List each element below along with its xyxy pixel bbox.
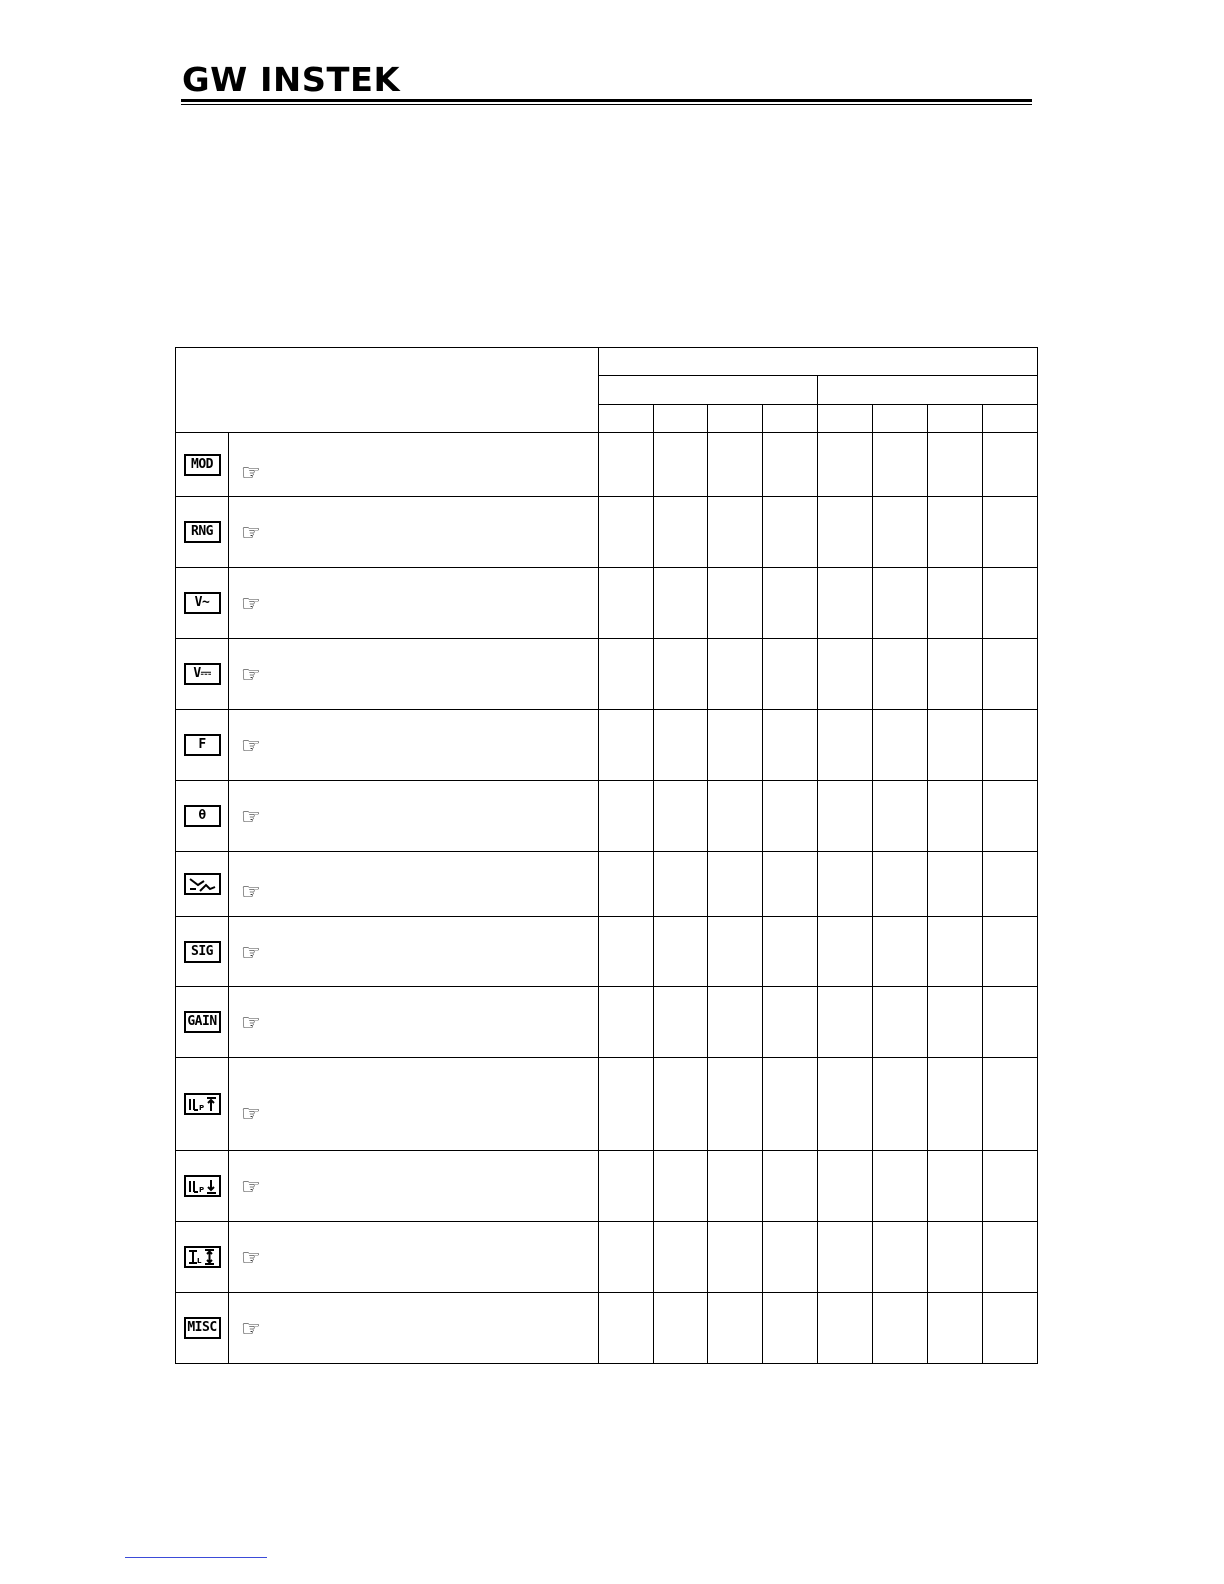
mod-icon: MOD <box>184 454 221 476</box>
table-row <box>176 917 1038 987</box>
table-cell <box>928 710 983 781</box>
table-cell <box>873 1222 928 1293</box>
table-cell <box>654 433 708 497</box>
row-description-cell <box>229 1293 599 1364</box>
row-description-cell <box>229 852 599 917</box>
table-cell <box>818 433 873 497</box>
table-cell <box>873 710 928 781</box>
row-icon-cell <box>176 1151 229 1222</box>
table-cell <box>654 497 708 568</box>
table-cell <box>818 852 873 917</box>
table-cell <box>818 781 873 852</box>
table-row <box>176 710 1038 781</box>
table-cell <box>928 917 983 987</box>
table-cell <box>599 1293 654 1364</box>
table-cell <box>599 433 654 497</box>
table-cell <box>873 1151 928 1222</box>
table-cell <box>928 781 983 852</box>
table-cell <box>654 1222 708 1293</box>
table-cell <box>983 1222 1038 1293</box>
table-header-cell <box>928 405 983 433</box>
table-header-cell <box>599 405 654 433</box>
row-description-cell <box>229 917 599 987</box>
table-cell <box>763 433 818 497</box>
table-header-cell <box>873 405 928 433</box>
row-icon-cell <box>176 433 229 497</box>
table-cell <box>708 1293 763 1364</box>
row-icon-cell <box>176 781 229 852</box>
table-cell <box>983 1293 1038 1364</box>
table-cell <box>599 852 654 917</box>
pointing-hand-icon: ☞ <box>241 805 261 830</box>
row-icon-cell <box>176 852 229 917</box>
table-header-group <box>599 348 1038 376</box>
table-cell <box>708 1058 763 1151</box>
table-cell <box>818 639 873 710</box>
row-description-cell <box>229 497 599 568</box>
table-cell <box>708 917 763 987</box>
table-cell <box>983 710 1038 781</box>
table-row <box>176 1222 1038 1293</box>
pointing-hand-icon: ☞ <box>241 880 261 905</box>
row-description-cell <box>229 710 599 781</box>
row-description-cell <box>229 433 599 497</box>
table-row <box>176 852 1038 917</box>
table-cell <box>873 987 928 1058</box>
row-icon-cell <box>176 568 229 639</box>
table-cell <box>928 1151 983 1222</box>
table-cell <box>708 987 763 1058</box>
table-cell <box>983 497 1038 568</box>
table-cell <box>763 1151 818 1222</box>
function-table <box>175 347 1038 1364</box>
table-cell <box>708 781 763 852</box>
table-header-subgroup-left <box>599 376 818 405</box>
row-description-cell <box>229 1151 599 1222</box>
row-icon-cell <box>176 639 229 710</box>
table-cell <box>983 987 1038 1058</box>
table-cell <box>763 710 818 781</box>
table-cell <box>873 433 928 497</box>
pointing-hand-icon: ☞ <box>241 521 261 546</box>
table-cell <box>654 1151 708 1222</box>
table-cell <box>654 639 708 710</box>
table-cell <box>818 1222 873 1293</box>
table-cell <box>654 852 708 917</box>
table-cell <box>654 987 708 1058</box>
ilp-lower-icon <box>184 1175 221 1197</box>
row-icon-cell <box>176 1293 229 1364</box>
row-description-cell <box>229 568 599 639</box>
table-row <box>176 1293 1038 1364</box>
table-cell <box>763 1293 818 1364</box>
table-cell <box>928 987 983 1058</box>
pointing-hand-icon: ☞ <box>241 941 261 966</box>
row-icon-cell <box>176 987 229 1058</box>
signal-icon: SIG <box>184 941 221 963</box>
table-cell <box>818 1058 873 1151</box>
table-cell <box>708 433 763 497</box>
row-icon-cell <box>176 1058 229 1151</box>
table-cell <box>599 987 654 1058</box>
table-cell <box>983 852 1038 917</box>
table-cell <box>599 781 654 852</box>
table-cell <box>763 852 818 917</box>
table-cell <box>763 1058 818 1151</box>
table-cell <box>763 639 818 710</box>
table-cell <box>873 917 928 987</box>
table-cell <box>818 497 873 568</box>
dc-voltage-icon: V⎓ <box>184 663 221 685</box>
table-cell <box>983 639 1038 710</box>
table-cell <box>599 497 654 568</box>
pointing-hand-icon: ☞ <box>241 1102 261 1127</box>
table-cell <box>983 1058 1038 1151</box>
table-cell <box>928 497 983 568</box>
table-cell <box>654 1058 708 1151</box>
svg-text:L: L <box>196 1257 201 1265</box>
table-cell <box>818 1293 873 1364</box>
table-header-cell <box>654 405 708 433</box>
table-cell <box>599 568 654 639</box>
table-cell <box>763 917 818 987</box>
table-cell <box>708 710 763 781</box>
table-cell <box>818 568 873 639</box>
table-cell <box>928 568 983 639</box>
row-icon-cell <box>176 1222 229 1293</box>
table-cell <box>708 639 763 710</box>
table-cell <box>654 781 708 852</box>
table-cell <box>928 1293 983 1364</box>
row-description-cell <box>229 781 599 852</box>
table-cell <box>818 710 873 781</box>
row-description-cell <box>229 639 599 710</box>
table-cell <box>763 497 818 568</box>
frequency-icon: F <box>184 734 221 756</box>
table-header-row-1 <box>176 348 1038 376</box>
pointing-hand-icon: ☞ <box>241 1317 261 1342</box>
table-cell <box>708 852 763 917</box>
pointing-hand-icon: ☞ <box>241 1246 261 1271</box>
pointing-hand-icon: ☞ <box>241 1175 261 1200</box>
pointing-hand-icon: ☞ <box>241 1011 261 1036</box>
table-cell <box>928 433 983 497</box>
pointing-hand-icon: ☞ <box>241 663 261 688</box>
table-cell <box>599 1058 654 1151</box>
table-header-cell <box>763 405 818 433</box>
table-header-cell <box>818 405 873 433</box>
gain-icon: GAIN <box>184 1011 221 1033</box>
table-cell <box>818 987 873 1058</box>
phase-icon: θ <box>184 805 221 827</box>
table-cell <box>708 1151 763 1222</box>
table-row <box>176 433 1038 497</box>
table-row <box>176 1058 1038 1151</box>
row-description-cell <box>229 987 599 1058</box>
table-cell <box>708 1222 763 1293</box>
table-cell <box>599 639 654 710</box>
table-header-corner <box>176 348 599 433</box>
table-row <box>176 639 1038 710</box>
header-rule <box>181 99 1032 102</box>
table-cell <box>873 639 928 710</box>
table-row <box>176 781 1038 852</box>
table-cell <box>873 568 928 639</box>
table-cell <box>983 1151 1038 1222</box>
row-icon-cell <box>176 497 229 568</box>
waveform-icon <box>184 873 221 895</box>
row-icon-cell <box>176 917 229 987</box>
table-cell <box>599 710 654 781</box>
table-row <box>176 568 1038 639</box>
table-cell <box>654 710 708 781</box>
ilp-upper-icon <box>184 1093 221 1115</box>
pointing-hand-icon: ☞ <box>241 592 261 617</box>
table-cell <box>928 639 983 710</box>
table-header-subgroup-right <box>818 376 1038 405</box>
table-cell <box>928 1058 983 1151</box>
table-cell <box>873 497 928 568</box>
table-cell <box>763 987 818 1058</box>
table-cell <box>983 568 1038 639</box>
il-limit-icon <box>184 1246 221 1268</box>
pointing-hand-icon: ☞ <box>241 734 261 759</box>
table-cell <box>873 781 928 852</box>
table-cell <box>708 497 763 568</box>
pointing-hand-icon: ☞ <box>241 461 261 486</box>
table-cell <box>654 917 708 987</box>
svg-text:P: P <box>198 1186 204 1194</box>
table-cell <box>983 781 1038 852</box>
brand-logo: GW INSTEK <box>182 60 401 99</box>
row-description-cell <box>229 1058 599 1151</box>
row-description-cell <box>229 1222 599 1293</box>
table-cell <box>818 1151 873 1222</box>
table-cell <box>763 1222 818 1293</box>
footer-rule <box>125 1557 267 1558</box>
table-cell <box>599 1222 654 1293</box>
header-rule-thin <box>181 104 1032 105</box>
table-header-cell <box>708 405 763 433</box>
table-cell <box>873 1293 928 1364</box>
table-cell <box>818 917 873 987</box>
table-cell <box>928 1222 983 1293</box>
table-cell <box>763 781 818 852</box>
misc-icon: MISC <box>184 1317 221 1339</box>
table-cell <box>873 1058 928 1151</box>
table-cell <box>654 568 708 639</box>
ac-voltage-icon: V~ <box>184 592 221 614</box>
svg-text:P: P <box>198 1104 204 1112</box>
table-cell <box>928 852 983 917</box>
table-cell <box>983 917 1038 987</box>
table-row <box>176 1151 1038 1222</box>
table-cell <box>599 917 654 987</box>
table-row <box>176 497 1038 568</box>
table-cell <box>599 1151 654 1222</box>
row-icon-cell <box>176 710 229 781</box>
table-cell <box>708 568 763 639</box>
range-icon: RNG <box>184 521 221 543</box>
table-header-cell <box>983 405 1038 433</box>
table-cell <box>873 852 928 917</box>
table-cell <box>654 1293 708 1364</box>
table-cell <box>763 568 818 639</box>
table-row <box>176 987 1038 1058</box>
table-cell <box>983 433 1038 497</box>
